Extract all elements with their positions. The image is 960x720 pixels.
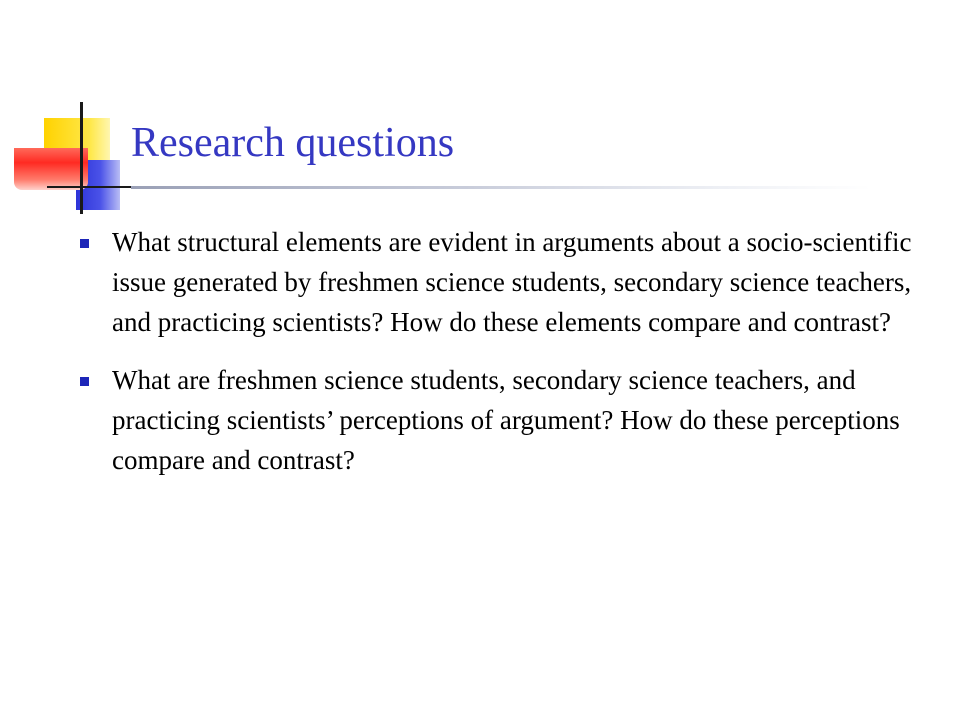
bullet-item bbox=[76, 360, 936, 480]
overlapping-squares-logo-icon bbox=[0, 0, 140, 230]
bullet-list bbox=[76, 222, 936, 498]
title-underline-divider bbox=[131, 186, 871, 189]
square-bullet-icon bbox=[80, 239, 89, 248]
logo-vertical-line bbox=[80, 102, 83, 214]
logo-horizontal-line bbox=[47, 186, 137, 188]
bullet-text: What are freshmen science students, secondary science teachers, and practicing scientists’ perceptions of argument? How do these perceptions compare and contrast? bbox=[112, 365, 900, 475]
bullet-text: What structural elements are evident in arguments about a socio-scientific issue generated by freshmen science students, secondary science teachers, and practicing scientists? How do these elements compare and contrast? bbox=[112, 227, 912, 337]
bullet-item bbox=[76, 222, 936, 342]
slide-title: Research questions bbox=[131, 120, 455, 166]
logo-red-square bbox=[14, 148, 88, 190]
square-bullet-icon bbox=[80, 377, 89, 386]
